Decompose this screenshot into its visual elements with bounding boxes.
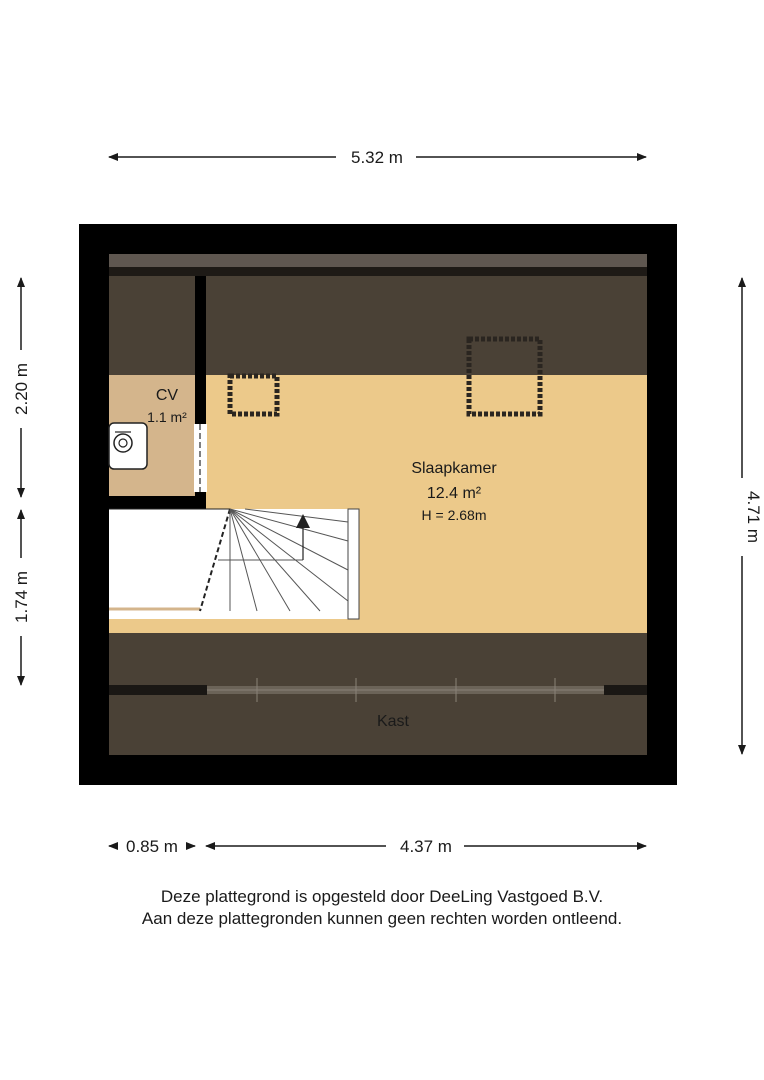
cv-wall-bottom xyxy=(109,496,206,509)
dimension-top xyxy=(109,148,646,167)
dimension-left-lower xyxy=(12,510,31,685)
stairwell xyxy=(109,509,359,619)
kast-wall-left xyxy=(109,685,207,695)
cv-name: CV xyxy=(155,387,179,404)
kast-wall-right xyxy=(604,685,647,695)
dimension-bottom-right-label: 4.37 m xyxy=(400,837,452,856)
dimension-left-upper xyxy=(12,278,31,497)
disclaimer-line-2: Aan deze plattegronden kunnen geen rechten worden ontleend. xyxy=(141,909,623,928)
dimension-right xyxy=(742,278,763,754)
slaapkamer-height: H = 2.68m xyxy=(421,507,487,523)
disclaimer-line-1: Deze plattegrond is opgesteld door DeeLing Vastgoed B.V. xyxy=(160,887,604,906)
roof-strip xyxy=(109,254,647,267)
kast-name: Kast xyxy=(376,713,410,730)
dimension-left-lower-label: 1.74 m xyxy=(12,571,31,623)
slaapkamer-name: Slaapkamer xyxy=(411,460,497,477)
cv-area: 1.1 m² xyxy=(147,409,187,425)
dimension-left-upper-label: 2.20 m xyxy=(12,363,31,415)
dimension-bottom-left xyxy=(109,837,195,856)
dimension-top-label: 5.32 m xyxy=(351,148,403,167)
dimension-right-label: 4.71 m xyxy=(744,491,763,543)
roof-beam xyxy=(109,267,647,276)
slaapkamer-area: 12.4 m² xyxy=(426,485,482,502)
disclaimer xyxy=(0,886,764,930)
dimension-bottom-left-label: 0.85 m xyxy=(126,837,178,856)
dimension-bottom-right xyxy=(206,837,646,856)
boiler-icon xyxy=(109,423,147,469)
